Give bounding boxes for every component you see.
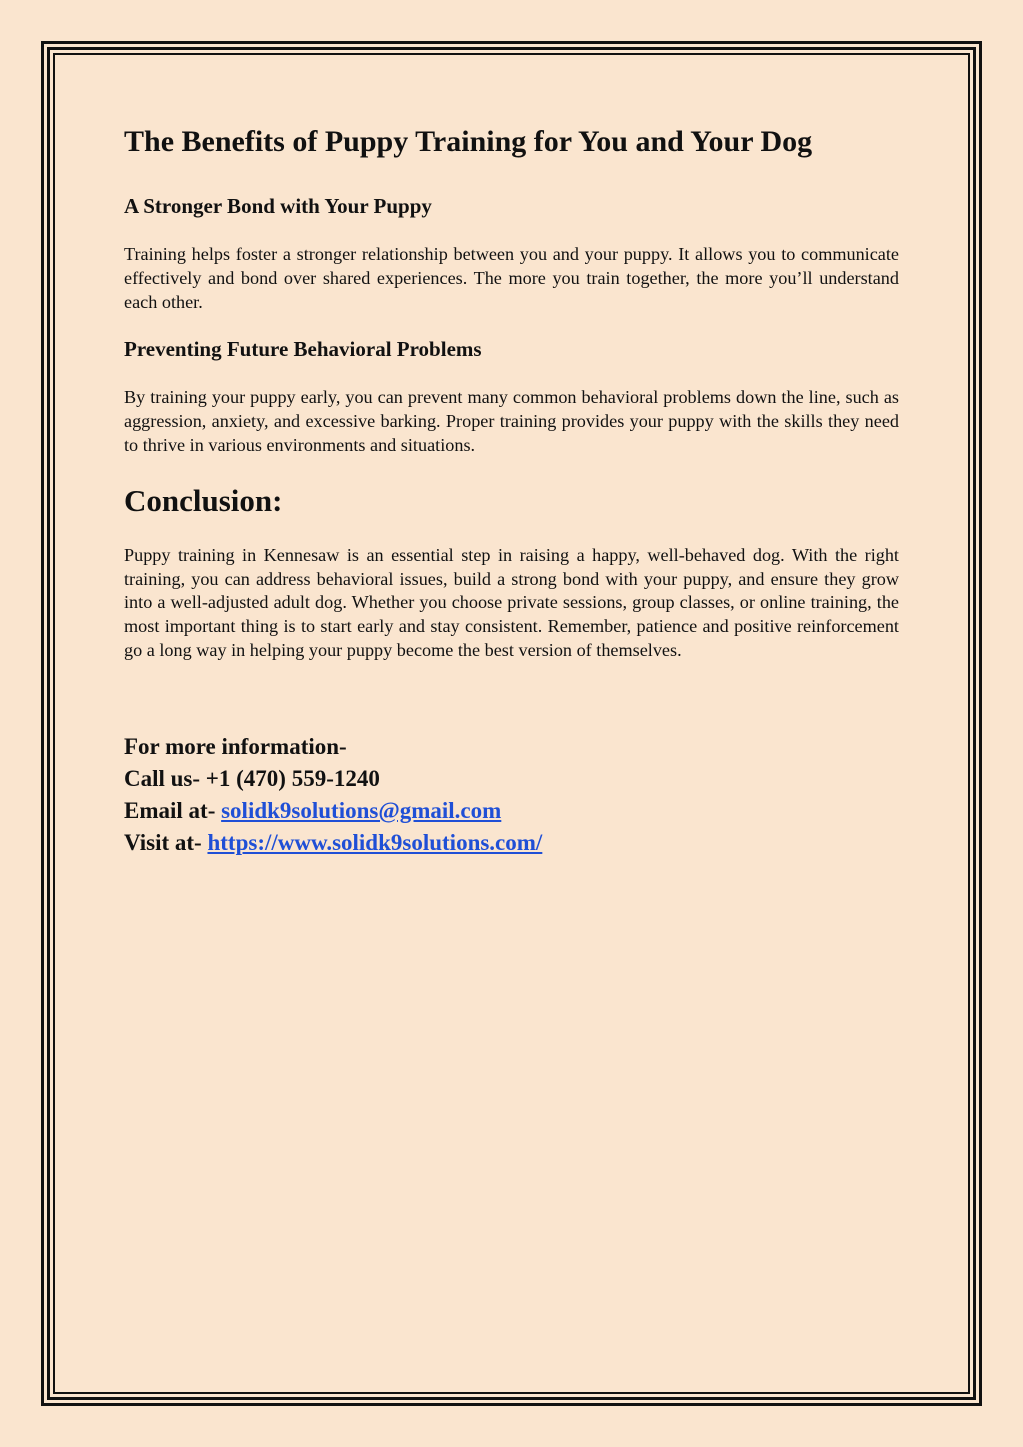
email-link[interactable]: solidk9solutions@gmail.com — [221, 797, 502, 823]
contact-website-line — [124, 827, 899, 859]
visit-label: Visit at- — [124, 829, 208, 855]
document-content — [124, 120, 899, 859]
document-title: The Benefits of Puppy Training for You and Your Dog — [124, 125, 813, 158]
contact-email-line — [124, 795, 899, 827]
conclusion-heading: Conclusion: — [124, 482, 283, 518]
email-label: Email at- — [124, 797, 222, 823]
contact-block — [124, 731, 899, 859]
section-body-stronger-bond: Training helps foster a stronger relationship between you and your puppy. It allows you to communicate effectively and bond over shared experiences. The more you train together, the more you’ll understand each other. — [124, 244, 899, 312]
section-heading-stronger-bond: A Stronger Bond with Your Puppy — [124, 194, 432, 218]
phone-number: +1 (470) 559-1240 — [205, 765, 380, 791]
section-body-preventing-problems: By training your puppy early, you can prevent many common behavioral problems down the line, such as aggression, anxiety, and excessive barking. Proper training provides your puppy with the skills they need to thrive in various environments and situations. — [124, 387, 899, 455]
contact-intro: For more information- — [124, 733, 347, 759]
contact-phone-line — [124, 763, 899, 795]
conclusion-body: Puppy training in Kennesaw is an essential step in raising a happy, well-behaved dog. With the right training, you can address behavioral issues, build a strong bond with your puppy, and ensure they grow into a well-adjusted adult dog. Whether you choose private sessions, group classes, or online training, the most important thing is to start early and stay consistent. Remember, patience and positive reinforcement go a long way in helping your puppy become the best version of themselves. — [124, 544, 899, 660]
section-heading-preventing-problems: Preventing Future Behavioral Problems — [124, 337, 482, 362]
website-link[interactable]: https://www.solidk9solutions.com/ — [207, 829, 543, 855]
call-label: Call us- — [124, 765, 206, 791]
